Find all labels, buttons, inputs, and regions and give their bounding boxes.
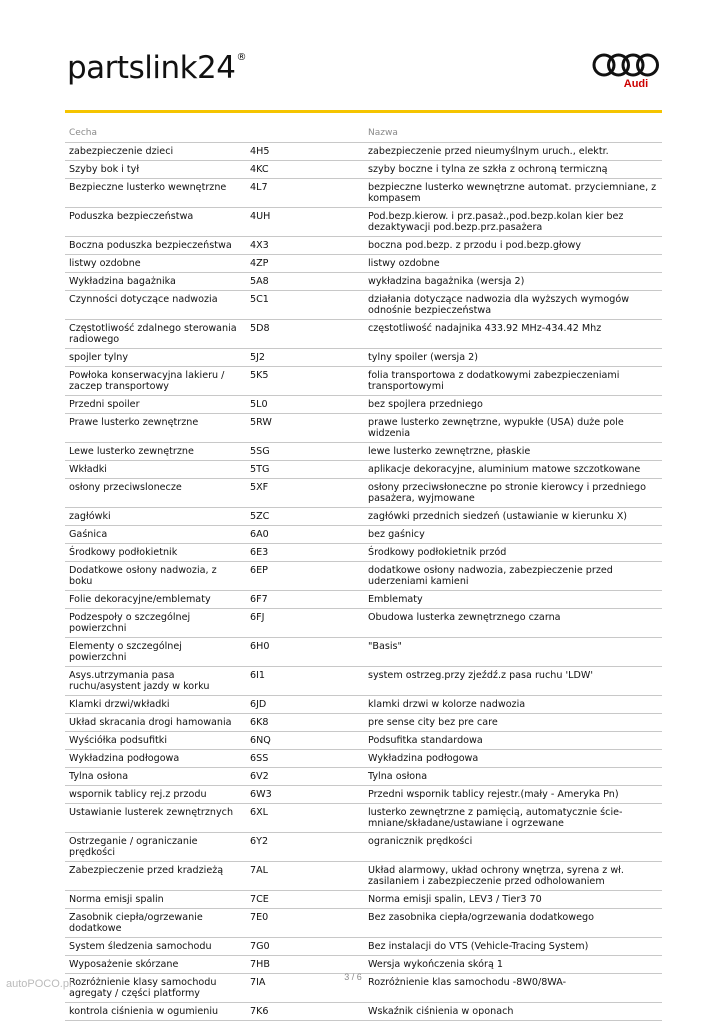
code-cell: 6SS [246, 750, 364, 768]
description-cell: Bez zasobnika ciepła/ogrzewania dodatkowego [364, 909, 662, 938]
table-row [65, 349, 662, 367]
description-cell: listwy ozdobne [364, 255, 662, 273]
feature-cell: Tylna osłona [65, 768, 246, 786]
description-cell: Pod.bezp.kierow. i prz.pasaż.,pod.bezp.kolan kier bez dezaktywacji pod.bezp.prz.pasażera [364, 208, 662, 237]
code-cell: 5K5 [246, 367, 364, 396]
feature-cell: Ostrzeganie / ograniczanie prędkości [65, 833, 246, 862]
code-cell: 4UH [246, 208, 364, 237]
feature-cell: Rozróżnienie klasy samochodu agregaty / części platformy [65, 974, 246, 1003]
audi-brand-text: Audi [623, 78, 649, 90]
code-cell: 7CE [246, 891, 364, 909]
description-cell: Bez instalacji do VTS (Vehicle-Tracing System) [364, 938, 662, 956]
description-cell: klamki drzwi w kolorze nadwozia [364, 696, 662, 714]
description-cell: wykładzina bagażnika (wersja 2) [364, 273, 662, 291]
feature-cell: Czynności dotyczące nadwozia [65, 291, 246, 320]
registered-mark: ® [236, 52, 246, 63]
description-cell: Rozróżnienie klas samochodu -8W0/8WA- [364, 974, 662, 1003]
table-row [65, 320, 662, 349]
description-cell: aplikacje dekoracyjne, aluminium matowe szczotkowane [364, 461, 662, 479]
audi-logo [590, 48, 662, 93]
code-cell: 4KC [246, 161, 364, 179]
feature-cell: Częstotliwość zdalnego sterowania radiowego [65, 320, 246, 349]
feature-cell: Gaśnica [65, 526, 246, 544]
description-cell: Norma emisji spalin, LEV3 / Tier3 70 [364, 891, 662, 909]
feature-cell: Przedni spoiler [65, 396, 246, 414]
code-cell: 6W3 [246, 786, 364, 804]
code-cell: 7G0 [246, 938, 364, 956]
code-cell: 6V2 [246, 768, 364, 786]
description-cell: bez gaśnicy [364, 526, 662, 544]
code-cell: 6A0 [246, 526, 364, 544]
table-row [65, 714, 662, 732]
description-cell: lewe lusterko zewnętrzne, płaskie [364, 443, 662, 461]
code-cell: 7E0 [246, 909, 364, 938]
column-header-code [246, 126, 364, 143]
column-header-nazwa: Nazwa [364, 126, 662, 143]
description-cell: Wersja wykończenia skórą 1 [364, 956, 662, 974]
table-row [65, 526, 662, 544]
code-cell: 5D8 [246, 320, 364, 349]
feature-cell: Ustawianie lusterek zewnętrznych [65, 804, 246, 833]
table-row [65, 833, 662, 862]
feature-cell: Zabezpieczenie przed kradzieżą [65, 862, 246, 891]
feature-cell: Elementy o szczególnej powierzchni [65, 638, 246, 667]
table-row [65, 208, 662, 237]
code-cell: 4L7 [246, 179, 364, 208]
feature-cell: Prawe lusterko zewnętrzne [65, 414, 246, 443]
description-cell: dodatkowe osłony nadwozia, zabezpieczenie przed uderzeniami kamieni [364, 562, 662, 591]
table-row [65, 862, 662, 891]
table-row [65, 609, 662, 638]
code-cell: 5XF [246, 479, 364, 508]
feature-cell: Powłoka konserwacyjna lakieru / zaczep transportowy [65, 367, 246, 396]
description-cell: pre sense city bez pre care [364, 714, 662, 732]
code-cell: 4X3 [246, 237, 364, 255]
table-body [65, 143, 662, 1021]
code-cell: 6FJ [246, 609, 364, 638]
feature-cell: Lewe lusterko zewnętrzne [65, 443, 246, 461]
partslink24-logo [67, 50, 246, 86]
equipment-table [65, 126, 662, 1021]
header-accent-line [65, 110, 662, 113]
table-row [65, 143, 662, 161]
table-row [65, 768, 662, 786]
feature-cell: wspornik tablicy rej.z przodu [65, 786, 246, 804]
description-cell: prawe lusterko zewnętrzne, wypukłe (USA) duże pole widzenia [364, 414, 662, 443]
feature-cell: Wkładki [65, 461, 246, 479]
feature-cell: Wyposażenie skórzane [65, 956, 246, 974]
feature-cell: Szyby bok i tył [65, 161, 246, 179]
table-row [65, 161, 662, 179]
table-row [65, 591, 662, 609]
feature-cell: Klamki drzwi/wkładki [65, 696, 246, 714]
description-cell: osłony przeciwsłoneczne po stronie kierowcy i przedniego pasażera, wyjmowane [364, 479, 662, 508]
feature-cell: Poduszka bezpieczeństwa [65, 208, 246, 237]
table-row [65, 291, 662, 320]
table-row [65, 696, 662, 714]
feature-cell: Zasobnik ciepła/ogrzewanie dodatkowe [65, 909, 246, 938]
watermark: autoPOCO.pl [6, 978, 72, 990]
code-cell: 6I1 [246, 667, 364, 696]
page-number: 3 / 6 [344, 972, 362, 982]
code-cell: 6K8 [246, 714, 364, 732]
table-row [65, 179, 662, 208]
logo-text: partslink24 [67, 50, 236, 86]
table-row [65, 909, 662, 938]
code-cell: 5C1 [246, 291, 364, 320]
feature-cell: Norma emisji spalin [65, 891, 246, 909]
description-cell: folia transportowa z dodatkowymi zabezpieczeniami transportowymi [364, 367, 662, 396]
code-cell: 5RW [246, 414, 364, 443]
code-cell: 4H5 [246, 143, 364, 161]
description-cell: bez spojlera przedniego [364, 396, 662, 414]
description-cell: system ostrzeg.przy zjeźdź.z pasa ruchu 'LDW' [364, 667, 662, 696]
table-row [65, 786, 662, 804]
table-row [65, 667, 662, 696]
description-cell: lusterko zewnętrzne z pamięcią, automatycznie ście-mniane/składane/ustawiane i ogrzewane [364, 804, 662, 833]
code-cell: 6NQ [246, 732, 364, 750]
description-cell: Emblematy [364, 591, 662, 609]
description-cell: Wykładzina podłogowa [364, 750, 662, 768]
description-cell: Podsufitka standardowa [364, 732, 662, 750]
code-cell: 6H0 [246, 638, 364, 667]
table-row [65, 938, 662, 956]
table-row [65, 255, 662, 273]
feature-cell: listwy ozdobne [65, 255, 246, 273]
code-cell: 5J2 [246, 349, 364, 367]
feature-cell: Układ skracania drogi hamowania [65, 714, 246, 732]
table-header-row [65, 126, 662, 143]
feature-cell: Podzespoły o szczególnej powierzchni [65, 609, 246, 638]
table-row [65, 544, 662, 562]
code-cell: 5TG [246, 461, 364, 479]
description-cell: "Basis" [364, 638, 662, 667]
feature-cell: spojler tylny [65, 349, 246, 367]
table-row [65, 750, 662, 768]
feature-cell: Folie dekoracyjne/emblematy [65, 591, 246, 609]
table-row [65, 891, 662, 909]
description-cell: Tylna osłona [364, 768, 662, 786]
code-cell: 7AL [246, 862, 364, 891]
description-cell: Obudowa lusterka zewnętrznego czarna [364, 609, 662, 638]
table-row [65, 367, 662, 396]
description-cell: Środkowy podłokietnik przód [364, 544, 662, 562]
description-cell: działania dotyczące nadwozia dla wyższych wymogów odnośnie bezpieczeństwa [364, 291, 662, 320]
description-cell: zagłówki przednich siedzeń (ustawianie w kierunku X) [364, 508, 662, 526]
table-row [65, 732, 662, 750]
table-row [65, 508, 662, 526]
description-cell: szyby boczne i tylna ze szkła z ochroną termiczną [364, 161, 662, 179]
feature-cell: zabezpieczenie dzieci [65, 143, 246, 161]
description-cell: częstotliwość nadajnika 433.92 MHz-434.42 Mhz [364, 320, 662, 349]
code-cell: 5SG [246, 443, 364, 461]
code-cell: 7HB [246, 956, 364, 974]
code-cell: 5ZC [246, 508, 364, 526]
description-cell: boczna pod.bezp. z przodu i pod.bezp.głowy [364, 237, 662, 255]
table-row [65, 443, 662, 461]
feature-cell: osłony przeciwslonecze [65, 479, 246, 508]
feature-cell: Boczna poduszka bezpieczeństwa [65, 237, 246, 255]
code-cell: 6EP [246, 562, 364, 591]
feature-cell: Dodatkowe osłony nadwozia, z boku [65, 562, 246, 591]
table-row [65, 562, 662, 591]
feature-cell: Wykładzina podłogowa [65, 750, 246, 768]
table-row [65, 273, 662, 291]
code-cell: 6XL [246, 804, 364, 833]
feature-cell: Środkowy podłokietnik [65, 544, 246, 562]
table-row [65, 638, 662, 667]
description-cell: tylny spoiler (wersja 2) [364, 349, 662, 367]
table-row [65, 461, 662, 479]
table-row [65, 804, 662, 833]
audi-rings-icon [592, 52, 660, 78]
description-cell: zabezpieczenie przed nieumyślnym uruch., elektr. [364, 143, 662, 161]
code-cell: 5A8 [246, 273, 364, 291]
column-header-cecha: Cecha [65, 126, 246, 143]
description-cell: Wskaźnik ciśnienia w oponach [364, 1003, 662, 1021]
table-row [65, 396, 662, 414]
table-row [65, 237, 662, 255]
feature-cell: Wyściółka podsufitki [65, 732, 246, 750]
feature-cell: System śledzenia samochodu [65, 938, 246, 956]
code-cell: 4ZP [246, 255, 364, 273]
code-cell: 5L0 [246, 396, 364, 414]
feature-cell: Bezpieczne lusterko wewnętrzne [65, 179, 246, 208]
feature-cell: zagłówki [65, 508, 246, 526]
code-cell: 7IA [246, 974, 364, 1003]
table-row [65, 1003, 662, 1021]
description-cell: bezpieczne lusterko wewnętrzne automat. przyciemniane, z kompasem [364, 179, 662, 208]
code-cell: 6JD [246, 696, 364, 714]
description-cell: ogranicznik prędkości [364, 833, 662, 862]
description-cell: Układ alarmowy, układ ochrony wnętrza, syrena z wł. zasilaniem i zabezpieczenie przed odholowaniem [364, 862, 662, 891]
table-row [65, 479, 662, 508]
feature-cell: Wykładzina bagażnika [65, 273, 246, 291]
feature-cell: Asys.utrzymania pasa ruchu/asystent jazdy w korku [65, 667, 246, 696]
description-cell: Przedni wspornik tablicy rejestr.(mały - Ameryka Pn) [364, 786, 662, 804]
table-row [65, 956, 662, 974]
code-cell: 6E3 [246, 544, 364, 562]
code-cell: 6F7 [246, 591, 364, 609]
table-row [65, 414, 662, 443]
code-cell: 6Y2 [246, 833, 364, 862]
feature-cell: kontrola ciśnienia w ogumieniu [65, 1003, 246, 1021]
code-cell: 7K6 [246, 1003, 364, 1021]
